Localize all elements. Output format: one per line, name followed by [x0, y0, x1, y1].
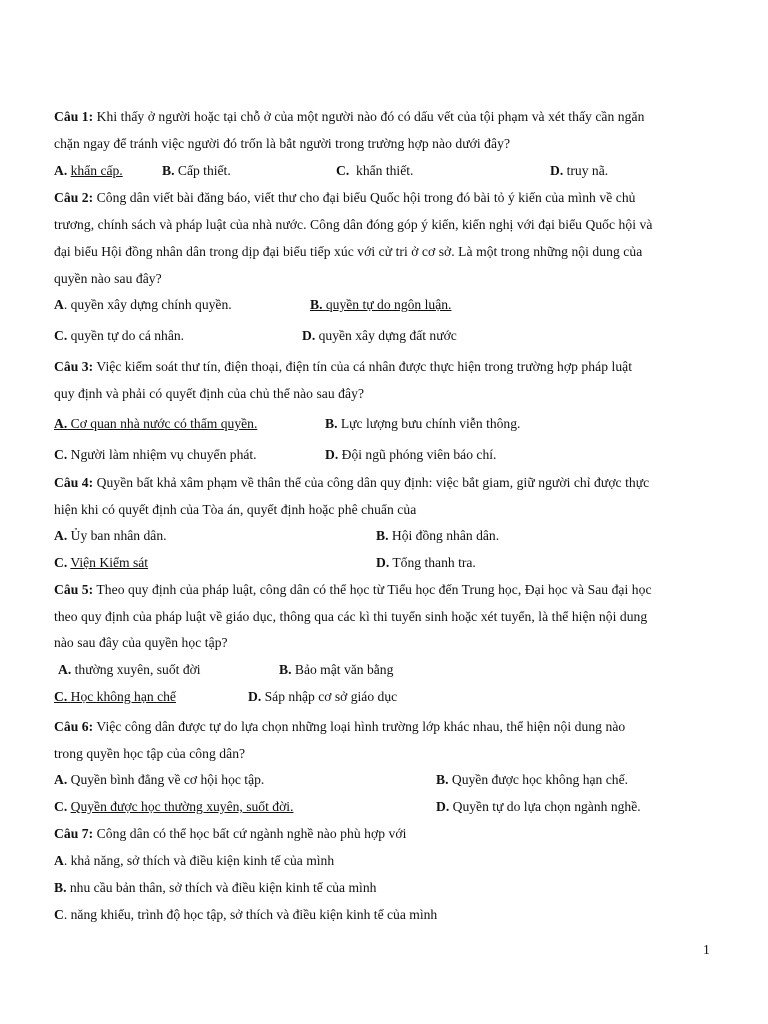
question-5-stem-line-1: Câu 5: Theo quy định của pháp luật, công dân có thể học từ Tiểu học đến Trung học, Đại học và Sau đại học — [54, 582, 652, 597]
question-1-option-c: C. khẩn thiết. — [336, 163, 414, 178]
question-4-stem-line-1: Câu 4: Quyền bất khả xâm phạm về thân thể của công dân quy định: việc bắt giam, giữ người chỉ được thực — [54, 475, 650, 490]
question-3-option-d: D. Đội ngũ phóng viên báo chí. — [325, 447, 497, 462]
question-2-stem-line-3: đại biểu Hội đồng nhân dân trong dịp đại biểu tiếp xúc với cử tri ở cơ sở. Là một trong những nội dung của — [54, 244, 643, 259]
page-number: 1 — [703, 942, 710, 957]
question-7-option-b: B. nhu cầu bản thân, sở thích và điều kiện kinh tế của mình — [54, 880, 377, 895]
question-1-label: Câu 1: — [54, 109, 94, 124]
question-5-option-c: C. Học không hạn chế — [54, 689, 176, 704]
question-4-option-d: D. Tổng thanh tra. — [376, 555, 476, 570]
question-7-option-c: C. năng khiếu, trình độ học tập, sở thích và điều kiện kinh tế của mình — [54, 907, 438, 922]
question-6-option-a: A. Quyền bình đẳng về cơ hội học tập. — [54, 772, 265, 787]
question-5-option-a: A. thường xuyên, suốt đời — [58, 662, 201, 677]
question-5-option-b: B. Bảo mật văn bằng — [279, 662, 394, 677]
question-3-option-b: B. Lực lượng bưu chính viễn thông. — [325, 416, 521, 431]
question-6-stem-line-1: Câu 6: Việc công dân được tự do lựa chọn những loại hình trường lớp khác nhau, thể hiện nội dung nào — [54, 719, 626, 734]
question-6-stem-line-2: trong quyền học tập của công dân? — [54, 746, 246, 761]
question-6-option-c: C. Quyền được học thường xuyên, suốt đời. — [54, 799, 294, 814]
question-6-label: Câu 6: — [54, 719, 94, 734]
question-5-stem-line-3: nào sau đây của quyền học tập? — [54, 635, 228, 650]
question-1-option-a: A. khẩn cấp. — [54, 163, 123, 178]
question-2-option-a: A. quyền xây dựng chính quyền. — [54, 297, 232, 312]
question-6-option-b: B. Quyền được học không hạn chế. — [436, 772, 628, 787]
question-2-option-d: D. quyền xây dựng đất nước — [302, 328, 457, 343]
question-5-stem-line-2: theo quy định của pháp luật về giáo dục, thông qua các kì thi tuyển sinh hoặc xét tuyển, là thể hiện nội dung — [54, 609, 648, 624]
question-2-option-b: B. quyền tự do ngôn luận. — [310, 297, 452, 312]
question-1-stem-line-2: chặn ngay để tránh việc người đó trốn là bắt người trong trường hợp nào dưới đây? — [54, 136, 511, 151]
question-4-stem-line-2: hiện khi có quyết định của Tòa án, quyết định hoặc phê chuẩn của — [54, 502, 417, 517]
question-3-stem-line-1: Câu 3: Việc kiểm soát thư tín, điện thoại, điện tín của cá nhân được thực hiện trong trường hợp pháp luật — [54, 359, 633, 374]
question-2-stem-line-2: trương, chính sách và pháp luật của nhà nước. Công dân đóng góp ý kiến, kiến nghị với đại biểu Quốc hội và — [54, 217, 653, 232]
question-2-label: Câu 2: — [54, 190, 94, 205]
question-4-option-b: B. Hội đồng nhân dân. — [376, 528, 500, 543]
question-3-option-c: C. Người làm nhiệm vụ chuyển phát. — [54, 447, 257, 462]
question-3-stem-line-2: quy định và phải có quyết định của chủ thể nào sau đây? — [54, 386, 365, 401]
question-4-label: Câu 4: — [54, 475, 94, 490]
question-7-option-a: A. khả năng, sở thích và điều kiện kinh tế của mình — [54, 853, 335, 868]
question-2-option-c: C. quyền tự do cá nhân. — [54, 328, 185, 343]
question-4-option-a: A. Ủy ban nhân dân. — [54, 528, 167, 543]
question-1-stem-line-1: Câu 1: Khi thấy ở người hoặc tại chỗ ở của một người nào đó có dấu vết của tội phạm và xét thấy cần ngăn — [54, 109, 645, 124]
question-5-label: Câu 5: — [54, 582, 94, 597]
question-1-option-d: D. truy nã. — [550, 163, 609, 178]
question-6-option-d: D. Quyền tự do lựa chọn ngành nghề. — [436, 799, 641, 814]
question-2-stem-line-1: Câu 2: Công dân viết bài đăng báo, viết thư cho đại biểu Quốc hội trong đó bài tỏ ý kiến của mình về chủ — [54, 190, 636, 205]
question-7-stem-line-1: Câu 7: Công dân có thể học bất cứ ngành nghề nào phù hợp với — [54, 826, 407, 841]
question-5-option-d: D. Sáp nhập cơ sở giáo dục — [248, 689, 398, 704]
question-4-option-c: C. Viện Kiểm sát — [54, 555, 149, 570]
question-2-stem-line-4: quyền nào sau đây? — [54, 271, 162, 286]
question-7-label: Câu 7: — [54, 826, 94, 841]
question-3-option-a: A. Cơ quan nhà nước có thẩm quyền. — [54, 416, 258, 431]
question-1-option-b: B. Cấp thiết. — [162, 163, 231, 178]
question-3-label: Câu 3: — [54, 359, 94, 374]
